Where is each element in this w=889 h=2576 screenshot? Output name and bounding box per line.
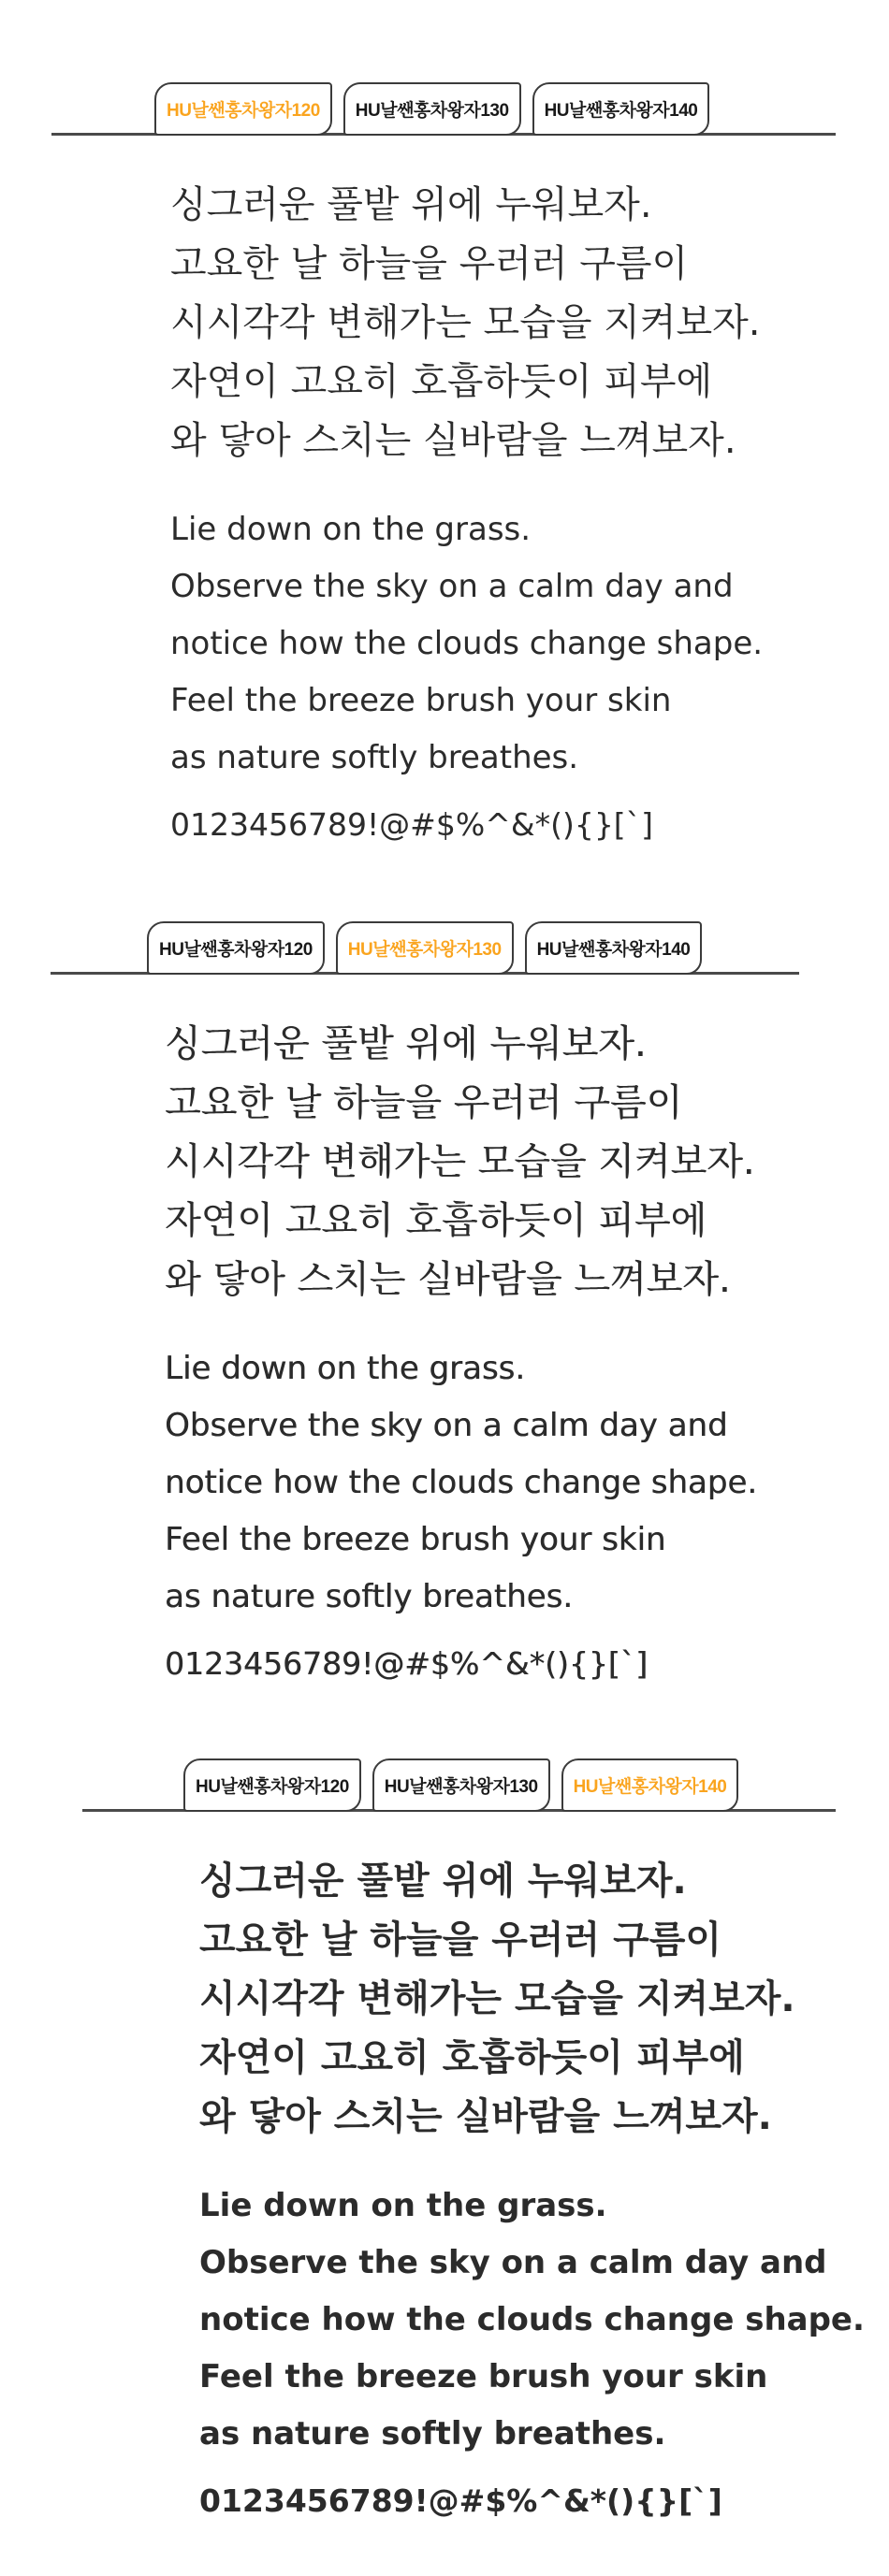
tab-font-140[interactable]: HU날쌘홍차왕자140 (532, 82, 710, 136)
font-weight-tab-bar (183, 1758, 738, 1812)
sample-text-line: 시시각각 변해가는 모습을 지켜보자. (165, 1140, 755, 1183)
english-sample-paragraph (165, 1340, 838, 1626)
tab-font-120[interactable]: HU날쌘홍차왕자120 (154, 82, 332, 136)
font-weight-tab-bar (154, 82, 709, 136)
font-weight-tab-bar (147, 921, 702, 975)
sample-text-line: 자연이 고요히 호흡하듯이 피부에 (165, 1199, 707, 1242)
sample-text-line: 시시각각 변해가는 모습을 지켜보자. (199, 1977, 795, 2020)
sample-text-line: notice how the clouds change shape. (165, 1464, 758, 1501)
numerals-symbols-sample-line: 0123456789!@#$%^&*(){}[`] (165, 1645, 649, 1682)
sample-text-line: as nature softly breathes. (170, 739, 579, 776)
sample-text-line: 시시각각 변해가는 모습을 지켜보자. (170, 301, 761, 344)
korean-sample-paragraph (165, 1015, 820, 1310)
sample-text-line: notice how the clouds change shape. (170, 625, 764, 662)
font-preview-section-130 (0, 921, 889, 1726)
sample-text-line: 자연이 고요히 호흡하듯이 피부에 (170, 360, 713, 403)
sample-text-line: 고요한 날 하늘을 우러러 구름이 (165, 1081, 683, 1124)
numerals-symbols-sample-line: 0123456789!@#$%^&*(){}[`] (170, 806, 654, 843)
sample-text-line: Feel the breeze brush your skin (165, 1521, 666, 1558)
sample-text-line: 와 닿아 스치는 실바람을 느껴보자. (170, 419, 736, 462)
sample-text-line: 와 닿아 스치는 실바람을 느껴보자. (199, 2095, 772, 2138)
sample-text-line: Observe the sky on a calm day and (170, 568, 734, 605)
sample-text-line: 고요한 날 하늘을 우러러 구름이 (199, 1918, 722, 1961)
english-sample-paragraph (170, 501, 844, 787)
tab-font-130[interactable]: HU날쌘홍차왕자130 (372, 1758, 550, 1812)
sample-text-line: as nature softly breathes. (199, 2415, 666, 2453)
sample-text-line: 싱그러운 풀밭 위에 누워보자. (170, 183, 652, 226)
sample-text-line: as nature softly breathes. (165, 1578, 574, 1615)
sample-text-line: Feel the breeze brush your skin (199, 2358, 768, 2395)
tab-font-130[interactable]: HU날쌘홍차왕자130 (336, 921, 514, 975)
numerals-symbols-sample-line: 0123456789!@#$%^&*(){}[`] (199, 2482, 722, 2519)
english-sample-paragraph (199, 2178, 873, 2463)
tab-font-120[interactable]: HU날쌘홍차왕자120 (183, 1758, 361, 1812)
sample-text-line: 자연이 고요히 호흡하듯이 피부에 (199, 2036, 745, 2079)
sample-text-line: 와 닿아 스치는 실바람을 느껴보자. (165, 1258, 731, 1301)
sample-text-line: 고요한 날 하늘을 우러러 구름이 (170, 242, 689, 285)
tab-font-130[interactable]: HU날쌘홍차왕자130 (343, 82, 521, 136)
tab-font-140[interactable]: HU날쌘홍차왕자140 (561, 1758, 739, 1812)
font-preview-section-120 (0, 82, 889, 887)
sample-text-line: Observe the sky on a calm day and (165, 1407, 728, 1444)
sample-text-line: notice how the clouds change shape. (199, 2301, 865, 2338)
korean-sample-paragraph (170, 176, 825, 470)
sample-text-line: 싱그러운 풀밭 위에 누워보자. (199, 1860, 687, 1903)
korean-sample-paragraph (199, 1852, 854, 2147)
tab-font-120[interactable]: HU날쌘홍차왕자120 (147, 921, 325, 975)
font-preview-section-140 (0, 1758, 889, 2563)
sample-text-line: Lie down on the grass. (170, 511, 532, 548)
sample-text-line: Lie down on the grass. (165, 1350, 526, 1387)
tab-font-140[interactable]: HU날쌘홍차왕자140 (525, 921, 703, 975)
sample-text-line: Observe the sky on a calm day and (199, 2244, 827, 2281)
sample-text-line: 싱그러운 풀밭 위에 누워보자. (165, 1022, 647, 1065)
sample-text-line: Feel the breeze brush your skin (170, 682, 672, 719)
sample-text-line: Lie down on the grass. (199, 2187, 607, 2224)
